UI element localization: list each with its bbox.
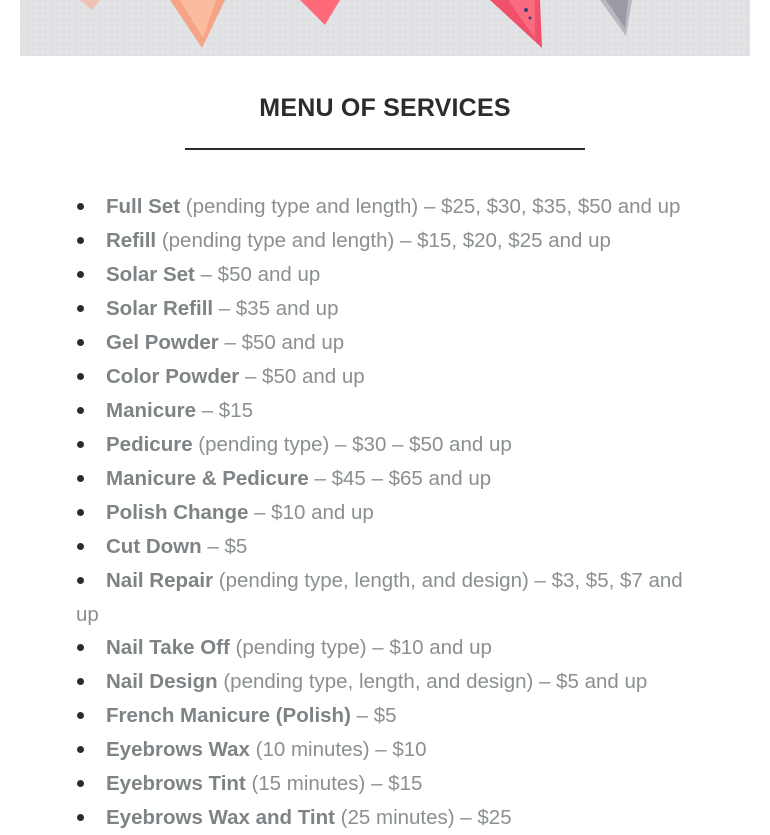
- service-item: [76, 631, 696, 665]
- service-name: Eyebrows Wax: [106, 738, 250, 761]
- service-item: [76, 496, 696, 530]
- service-name: Manicure & Pedicure: [106, 467, 309, 490]
- hero-image: [20, 0, 750, 56]
- bullet-icon: [76, 463, 106, 496]
- service-item: [76, 564, 696, 631]
- service-name: Refill: [106, 229, 157, 252]
- service-price-detail: – $5: [350, 704, 397, 727]
- service-name: Solar Set: [106, 263, 195, 286]
- service-price-detail: (pending type, length, and design) – $3, $5, $7 and up: [76, 569, 683, 626]
- service-name: Polish Change: [106, 501, 249, 524]
- service-name: Color Powder: [106, 365, 240, 388]
- service-price-detail: – $45 – $65 and up: [308, 467, 492, 490]
- service-price-detail: (pending type, length, and design) – $5 and up: [217, 670, 648, 693]
- bullet-icon: [76, 259, 106, 292]
- painted-nails-image: [20, 0, 750, 56]
- service-item: [76, 699, 696, 733]
- service-name: Pedicure: [106, 433, 193, 456]
- service-name: Eyebrows Wax and Tint: [106, 806, 335, 829]
- service-price-detail: – $10 and up: [248, 501, 374, 524]
- bullet-icon: [76, 632, 106, 665]
- bullet-icon: [76, 531, 106, 564]
- service-price-detail: (15 minutes) – $15: [245, 772, 423, 795]
- service-item: [76, 224, 696, 258]
- bullet-icon: [76, 565, 106, 598]
- service-price-detail: – $50 and up: [239, 365, 365, 388]
- service-name: Cut Down: [106, 535, 202, 558]
- service-item: [76, 767, 696, 801]
- service-name: Nail Take Off: [106, 636, 230, 659]
- service-item: [76, 190, 696, 224]
- bullet-icon: [76, 802, 106, 835]
- bullet-icon: [76, 666, 106, 699]
- bullet-icon: [76, 395, 106, 428]
- service-name: Nail Repair: [106, 569, 214, 592]
- service-price-detail: – $50 and up: [194, 263, 321, 286]
- bullet-icon: [76, 361, 106, 394]
- service-price-detail: – $15: [196, 399, 253, 422]
- service-item: [76, 360, 696, 394]
- bullet-icon: [76, 734, 106, 767]
- service-item: [76, 733, 696, 767]
- service-price-detail: – $35 and up: [213, 297, 339, 320]
- service-name: Nail Design: [106, 670, 218, 693]
- bullet-icon: [76, 191, 106, 224]
- service-item: [76, 292, 696, 326]
- services-list: [76, 190, 696, 835]
- service-item: [76, 428, 696, 462]
- bullet-icon: [76, 429, 106, 462]
- service-item: [76, 258, 696, 292]
- service-item: [76, 394, 696, 428]
- page-title: MENU OF SERVICES: [259, 94, 511, 122]
- service-name: Gel Powder: [106, 331, 219, 354]
- service-price-detail: (pending type and length) – $25, $30, $35, $50 and up: [180, 195, 681, 218]
- service-name: Full Set: [106, 195, 181, 218]
- service-item: [76, 801, 696, 835]
- service-name: French Manicure (Polish): [106, 704, 351, 727]
- service-item: [76, 530, 696, 564]
- service-name: Manicure: [106, 399, 196, 422]
- bullet-icon: [76, 700, 106, 733]
- bullet-icon: [76, 225, 106, 258]
- bullet-icon: [76, 327, 106, 360]
- bullet-icon: [76, 293, 106, 326]
- service-price-detail: (pending type and length) – $15, $20, $25 and up: [156, 229, 611, 252]
- bullet-icon: [76, 497, 106, 530]
- service-price-detail: (25 minutes) – $25: [334, 806, 512, 829]
- service-item: [76, 665, 696, 699]
- service-price-detail: (pending type) – $10 and up: [229, 636, 492, 659]
- service-name: Eyebrows Tint: [106, 772, 246, 795]
- service-price-detail: – $5: [201, 535, 248, 558]
- service-item: [76, 462, 696, 496]
- service-price-detail: (pending type) – $30 – $50 and up: [192, 433, 512, 456]
- service-price-detail: (10 minutes) – $10: [249, 738, 427, 761]
- title-divider: [185, 148, 585, 150]
- service-name: Solar Refill: [106, 297, 214, 320]
- service-price-detail: – $50 and up: [218, 331, 345, 354]
- bullet-icon: [76, 768, 106, 801]
- service-item: [76, 326, 696, 360]
